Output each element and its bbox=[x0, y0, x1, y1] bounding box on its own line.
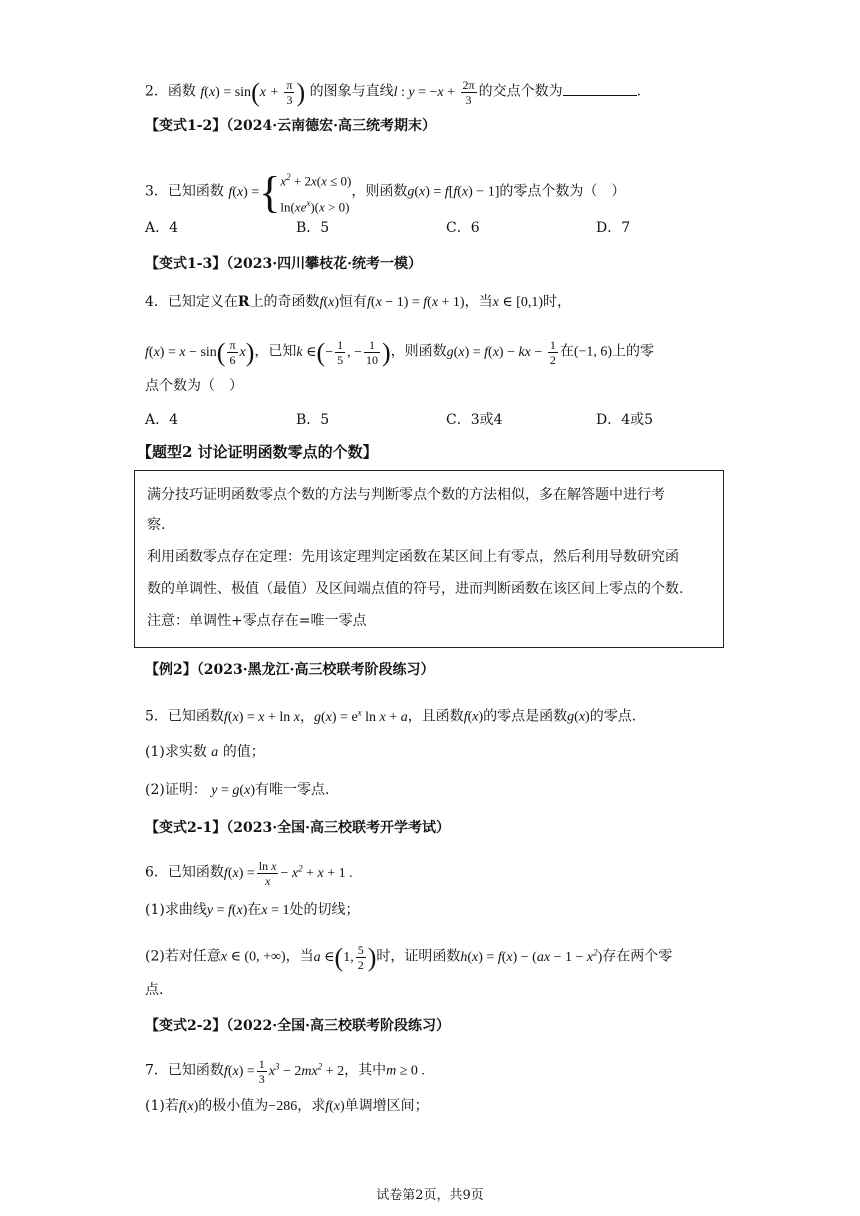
question-6-part-2: (2)若对任意x ∈ (0, +∞)，当a ∈(1, $\frac{5}{2}$ )时，证明函数$h(x) = f(x) - (ax - 1 - x^2)$存在两个零 bbox=[145, 942, 673, 972]
variant-2-2-header: 【变式2-2】（2022·全国·高三校联考阶段练习） bbox=[145, 1018, 451, 1034]
question-3: 3．已知函数 f(x) ={ $x^2 + 2x(x \le 0)$ $\ln(xe^x)(x > 0)$ ，则函数g(x) = f[f(x) − 1]的零点个数为（ ） bbox=[145, 167, 626, 217]
question-5-part-1: (1)求实数 a 的值； bbox=[145, 744, 265, 760]
tips-line-1: 满分技巧证明函数零点个数的方法与判断零点个数的方法相似，多在解答题中进行考 bbox=[147, 487, 665, 503]
variant-1-2-header: 【变式1-2】（2024·云南德宏·高三统考期末） bbox=[145, 118, 437, 134]
question-4-line1: 4．已知定义在R上的奇函数f(x)恒有f(x − 1) = f(x + 1)，当x ∈ [0,1)时， bbox=[145, 294, 571, 310]
tips-line-3: 利用函数零点存在定理：先用该定理判定函数在某区间上有零点，然后利用导数研究函 bbox=[147, 549, 679, 565]
q4-option-a[interactable]: A．4 bbox=[145, 412, 179, 428]
question-7: 7．已知函数f(x) = $\frac{1}{3}$ $x^3 - 2mx^2 + 2$，其中m ≥ 0 . bbox=[145, 1056, 425, 1086]
q3-option-c[interactable]: C．6 bbox=[446, 220, 480, 236]
page-footer: 试卷第2页，共9页 bbox=[376, 1188, 484, 1203]
q4-option-b[interactable]: B．5 bbox=[296, 412, 330, 428]
formula-sin: f(x) = sin(x + $\frac{\pi}{3}$ ) bbox=[200, 77, 306, 107]
question-6-part-1: (1)求曲线y = f(x)在x = 1处的切线； bbox=[145, 902, 360, 918]
formula-g: g(x) = f[f(x) − 1] bbox=[407, 184, 500, 200]
question-2: 2．函数 f(x) = sin(x + $\frac{\pi}{3}$ ) 的图象与直线l : y = −x + $\frac{2\pi}{3}$ 的交点个数为 . bbox=[145, 77, 642, 107]
question-4-line2: f(x) = x − sin( $\frac{\pi}{6}$ x)，已知k ∈(− $\frac{1}{5}$ , − $\frac{1}{10}$ )，则函数g(x) = f(x) − kx − $\frac{1}{2}$ 在(−1, 6)上的零 bbox=[145, 337, 655, 367]
example-2-header: 【例2】（2023·黑龙江·高三校联考阶段练习） bbox=[145, 662, 435, 678]
question-6: 6．已知函数f(x) = $\frac{\text{ln x}}{x}$ − $x^2 + x + 1$ . bbox=[145, 858, 353, 888]
q4-option-c[interactable]: C．3或4 bbox=[446, 412, 503, 428]
tips-box bbox=[134, 470, 724, 648]
question-6-line3: 点. bbox=[145, 982, 164, 998]
question-5: 5．已知函数f(x) = x + ln x，$g(x) = e^x$ ln x + a，且函数f(x)的零点是函数g(x)的零点. bbox=[145, 707, 637, 725]
formula-line: l : y = −x + $\frac{2\pi}{3}$ bbox=[393, 78, 475, 107]
question-7-part-1: (1)若f(x)的极小值为−286，求f(x)单调增区间； bbox=[145, 1098, 429, 1114]
tips-line-5: 注意：单调性+零点存在=唯一零点 bbox=[147, 613, 367, 629]
answer-blank[interactable] bbox=[563, 81, 637, 96]
q3-option-d[interactable]: D．7 bbox=[596, 220, 631, 236]
tips-line-4: 数的单调性、极值（最值）及区间端点值的符号，进而判断函数在该区间上零点的个数. bbox=[147, 581, 684, 597]
q3-option-a[interactable]: A．4 bbox=[145, 220, 179, 236]
formula-piecewise: f(x) ={ $x^2 + 2x(x \le 0)$ $\ln(xe^x)(x > 0)$ bbox=[228, 167, 352, 217]
question-5-part-2: (2)证明： y = g(x)有唯一零点. bbox=[145, 782, 330, 798]
question-4-line3: 点个数为（ ） bbox=[145, 378, 243, 394]
variant-2-1-header: 【变式2-1】（2023·全国·高三校联考开学考试） bbox=[145, 820, 451, 836]
tips-line-2: 察. bbox=[147, 517, 166, 533]
q4-option-d[interactable]: D．4或5 bbox=[596, 412, 654, 428]
q3-option-b[interactable]: B．5 bbox=[296, 220, 330, 236]
variant-1-3-header: 【变式1-3】（2023·四川攀枝花·统考一模） bbox=[145, 256, 423, 272]
type-2-heading: 【题型2 讨论证明函数零点的个数】 bbox=[137, 443, 378, 461]
